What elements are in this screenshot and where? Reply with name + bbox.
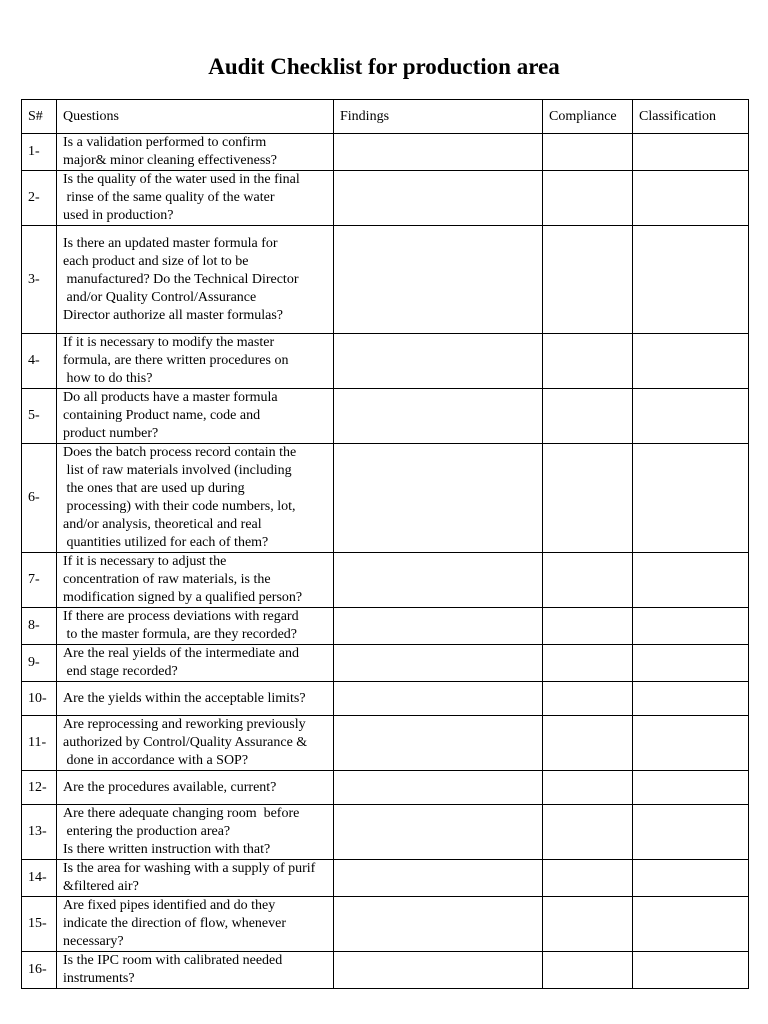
table-row <box>22 444 749 553</box>
row-question: Are reprocessing and reworking previously authorized by Control/Quality Assurance & done in accordance with a SOP? <box>57 716 334 771</box>
row-compliance-cell[interactable] <box>543 897 633 952</box>
row-classification-cell[interactable] <box>633 389 749 444</box>
row-compliance-cell[interactable] <box>543 608 633 645</box>
table-row <box>22 897 749 952</box>
row-question: Is the area for washing with a supply of purif &filtered air? <box>57 860 334 897</box>
table-row <box>22 805 749 860</box>
row-findings-cell[interactable] <box>334 134 543 171</box>
row-findings-cell[interactable] <box>334 553 543 608</box>
row-findings-cell[interactable] <box>334 897 543 952</box>
header-sn: S# <box>22 100 57 134</box>
row-question: Is the IPC room with calibrated needed instruments? <box>57 952 334 989</box>
row-findings-cell[interactable] <box>334 608 543 645</box>
row-question: If there are process deviations with regard to the master formula, are they recorded? <box>57 608 334 645</box>
table-row <box>22 226 749 334</box>
header-findings: Findings <box>334 100 543 134</box>
row-compliance-cell[interactable] <box>543 645 633 682</box>
row-number: 3- <box>22 226 57 334</box>
row-classification-cell[interactable] <box>633 134 749 171</box>
row-compliance-cell[interactable] <box>543 860 633 897</box>
row-question: Is the quality of the water used in the final rinse of the same quality of the water used in production? <box>57 171 334 226</box>
table-row <box>22 334 749 389</box>
row-number: 7- <box>22 553 57 608</box>
table-row <box>22 952 749 989</box>
row-findings-cell[interactable] <box>334 226 543 334</box>
row-findings-cell[interactable] <box>334 771 543 805</box>
row-findings-cell[interactable] <box>334 171 543 226</box>
row-classification-cell[interactable] <box>633 226 749 334</box>
row-findings-cell[interactable] <box>334 805 543 860</box>
table-row <box>22 608 749 645</box>
row-findings-cell[interactable] <box>334 952 543 989</box>
row-compliance-cell[interactable] <box>543 226 633 334</box>
row-question: Are the yields within the acceptable limits? <box>57 682 334 716</box>
row-classification-cell[interactable] <box>633 645 749 682</box>
table-row <box>22 716 749 771</box>
row-findings-cell[interactable] <box>334 716 543 771</box>
row-question: If it is necessary to adjust the concentration of raw materials, is the modification signed by a qualified person? <box>57 553 334 608</box>
row-classification-cell[interactable] <box>633 682 749 716</box>
header-row <box>22 100 749 134</box>
row-compliance-cell[interactable] <box>543 682 633 716</box>
table-row <box>22 645 749 682</box>
row-number: 4- <box>22 334 57 389</box>
row-compliance-cell[interactable] <box>543 771 633 805</box>
row-number: 2- <box>22 171 57 226</box>
row-classification-cell[interactable] <box>633 771 749 805</box>
row-findings-cell[interactable] <box>334 334 543 389</box>
row-number: 5- <box>22 389 57 444</box>
table-row <box>22 171 749 226</box>
row-findings-cell[interactable] <box>334 645 543 682</box>
row-compliance-cell[interactable] <box>543 952 633 989</box>
row-compliance-cell[interactable] <box>543 334 633 389</box>
row-question: Do all products have a master formula containing Product name, code and product number? <box>57 389 334 444</box>
header-classification: Classification <box>633 100 749 134</box>
row-compliance-cell[interactable] <box>543 389 633 444</box>
row-compliance-cell[interactable] <box>543 805 633 860</box>
row-number: 10- <box>22 682 57 716</box>
checklist-body <box>22 134 749 989</box>
table-row <box>22 682 749 716</box>
row-question: Are the real yields of the intermediate and end stage recorded? <box>57 645 334 682</box>
row-classification-cell[interactable] <box>633 553 749 608</box>
row-question: Is there an updated master formula for each product and size of lot to be manufactured? Do the Technical Director and/or Quality Control/Assurance Director authorize all master formulas? <box>57 226 334 334</box>
row-question: Does the batch process record contain the list of raw materials involved (including the ones that are used up during processing) with their code numbers, lot, and/or analysis, theoretical and real quantities utilized for each of them? <box>57 444 334 553</box>
row-number: 8- <box>22 608 57 645</box>
row-question: Are there adequate changing room before entering the production area? Is there written instruction with that? <box>57 805 334 860</box>
row-question: Are fixed pipes identified and do they indicate the direction of flow, whenever necessary? <box>57 897 334 952</box>
table-row <box>22 771 749 805</box>
row-findings-cell[interactable] <box>334 682 543 716</box>
row-compliance-cell[interactable] <box>543 553 633 608</box>
table-row <box>22 553 749 608</box>
row-compliance-cell[interactable] <box>543 716 633 771</box>
row-findings-cell[interactable] <box>334 860 543 897</box>
row-classification-cell[interactable] <box>633 860 749 897</box>
row-number: 16- <box>22 952 57 989</box>
row-number: 13- <box>22 805 57 860</box>
row-number: 11- <box>22 716 57 771</box>
row-classification-cell[interactable] <box>633 716 749 771</box>
row-number: 1- <box>22 134 57 171</box>
table-row <box>22 860 749 897</box>
row-number: 14- <box>22 860 57 897</box>
document-title: Audit Checklist for production area <box>208 54 560 79</box>
table-row <box>22 389 749 444</box>
header-compliance: Compliance <box>543 100 633 134</box>
row-classification-cell[interactable] <box>633 805 749 860</box>
row-number: 15- <box>22 897 57 952</box>
row-classification-cell[interactable] <box>633 171 749 226</box>
row-classification-cell[interactable] <box>633 897 749 952</box>
row-question: Is a validation performed to confirm major& minor cleaning effectiveness? <box>57 134 334 171</box>
row-number: 12- <box>22 771 57 805</box>
row-classification-cell[interactable] <box>633 444 749 553</box>
table-row <box>22 134 749 171</box>
row-compliance-cell[interactable] <box>543 444 633 553</box>
row-findings-cell[interactable] <box>334 389 543 444</box>
row-number: 9- <box>22 645 57 682</box>
row-compliance-cell[interactable] <box>543 134 633 171</box>
row-classification-cell[interactable] <box>633 334 749 389</box>
header-questions: Questions <box>57 100 334 134</box>
row-classification-cell[interactable] <box>633 608 749 645</box>
row-number: 6- <box>22 444 57 553</box>
row-findings-cell[interactable] <box>334 444 543 553</box>
row-classification-cell[interactable] <box>633 952 749 989</box>
audit-checklist-table <box>21 99 749 989</box>
row-question: Are the procedures available, current? <box>57 771 334 805</box>
row-compliance-cell[interactable] <box>543 171 633 226</box>
row-question: If it is necessary to modify the master formula, are there written procedures on how to do this? <box>57 334 334 389</box>
